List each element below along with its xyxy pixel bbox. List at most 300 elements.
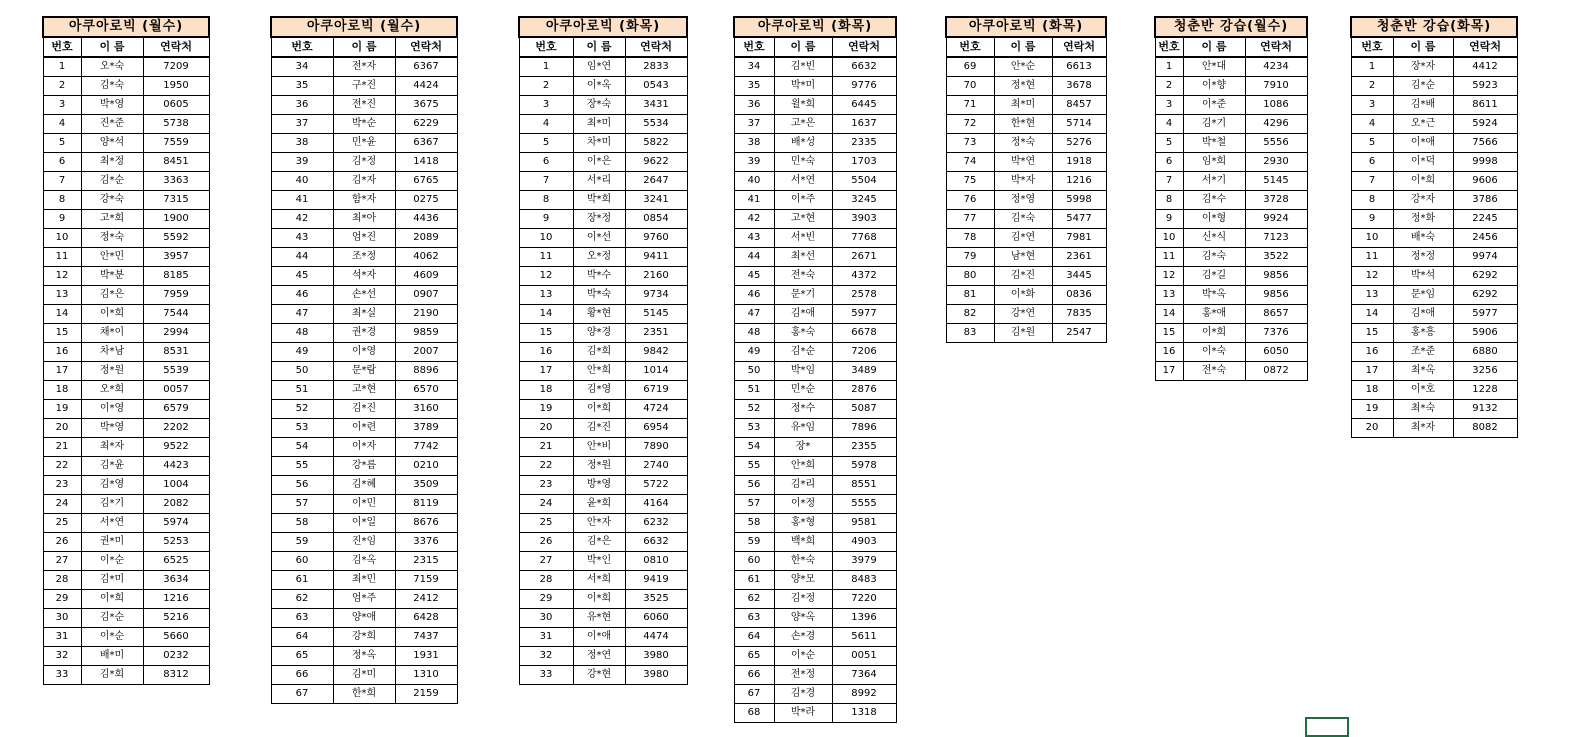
cell-phone[interactable]: 3241 xyxy=(625,191,687,210)
cell-phone[interactable]: 3980 xyxy=(625,666,687,685)
cell-name[interactable]: 박*옥 xyxy=(1183,286,1245,305)
cell-phone[interactable]: 4062 xyxy=(395,248,457,267)
cell-number[interactable]: 3 xyxy=(1155,96,1183,115)
header-name[interactable]: 이 름 xyxy=(994,37,1052,57)
cell-name[interactable]: 최*미 xyxy=(994,96,1052,115)
cell-phone[interactable]: 5216 xyxy=(143,609,209,628)
cell-number[interactable]: 3 xyxy=(43,96,81,115)
cell-number[interactable]: 35 xyxy=(734,77,774,96)
table-title[interactable]: 아쿠아로빅 (화목) xyxy=(946,17,1106,37)
cell-name[interactable]: 김*기 xyxy=(1183,115,1245,134)
cell-name[interactable]: 김*윤 xyxy=(81,457,143,476)
cell-name[interactable]: 이*숙 xyxy=(1183,343,1245,362)
cell-name[interactable]: 안*희 xyxy=(774,457,832,476)
cell-phone[interactable]: 8185 xyxy=(143,267,209,286)
cell-number[interactable]: 33 xyxy=(519,666,573,685)
cell-name[interactable]: 최*자 xyxy=(81,438,143,457)
cell-name[interactable]: 박*임 xyxy=(774,362,832,381)
cell-phone[interactable]: 5555 xyxy=(832,495,896,514)
cell-number[interactable]: 10 xyxy=(43,229,81,248)
cell-number[interactable]: 15 xyxy=(519,324,573,343)
header-number[interactable]: 번호 xyxy=(271,37,333,57)
cell-name[interactable]: 박*분 xyxy=(81,267,143,286)
cell-phone[interactable]: 1310 xyxy=(395,666,457,685)
cell-phone[interactable]: 4474 xyxy=(625,628,687,647)
cell-number[interactable]: 15 xyxy=(1155,324,1183,343)
cell-phone[interactable]: 2159 xyxy=(395,685,457,704)
cell-phone[interactable]: 5978 xyxy=(832,457,896,476)
cell-name[interactable]: 유*현 xyxy=(573,609,625,628)
header-phone[interactable]: 연락처 xyxy=(395,37,457,57)
cell-phone[interactable]: 4903 xyxy=(832,533,896,552)
cell-number[interactable]: 10 xyxy=(1155,229,1183,248)
cell-name[interactable]: 이*순 xyxy=(81,552,143,571)
cell-name[interactable]: 김*진 xyxy=(333,400,395,419)
cell-number[interactable]: 41 xyxy=(271,191,333,210)
cell-phone[interactable]: 0275 xyxy=(395,191,457,210)
header-name[interactable]: 이 름 xyxy=(774,37,832,57)
cell-phone[interactable]: 1950 xyxy=(143,77,209,96)
cell-name[interactable]: 양*석 xyxy=(81,134,143,153)
cell-number[interactable]: 58 xyxy=(271,514,333,533)
cell-number[interactable]: 36 xyxy=(271,96,333,115)
header-phone[interactable]: 연락처 xyxy=(1453,37,1517,57)
cell-phone[interactable]: 0836 xyxy=(1052,286,1106,305)
cell-number[interactable]: 55 xyxy=(271,457,333,476)
cell-name[interactable]: 박*미 xyxy=(774,77,832,96)
cell-phone[interactable]: 9411 xyxy=(625,248,687,267)
cell-name[interactable]: 이*순 xyxy=(774,647,832,666)
cell-number[interactable]: 77 xyxy=(946,210,994,229)
cell-phone[interactable]: 6880 xyxy=(1453,343,1517,362)
cell-phone[interactable]: 6232 xyxy=(625,514,687,533)
cell-phone[interactable]: 9998 xyxy=(1453,153,1517,172)
cell-name[interactable]: 김*영 xyxy=(573,381,625,400)
cell-number[interactable]: 38 xyxy=(734,134,774,153)
cell-number[interactable]: 21 xyxy=(519,438,573,457)
cell-name[interactable]: 박*라 xyxy=(774,704,832,723)
cell-name[interactable]: 최*민 xyxy=(333,571,395,590)
cell-name[interactable]: 방*영 xyxy=(573,476,625,495)
cell-name[interactable]: 박*인 xyxy=(573,552,625,571)
cell-name[interactable]: 양*경 xyxy=(573,324,625,343)
cell-name[interactable]: 김*혜 xyxy=(333,476,395,495)
cell-name[interactable]: 박*철 xyxy=(1183,134,1245,153)
cell-name[interactable]: 이*영 xyxy=(333,343,395,362)
cell-phone[interactable]: 7742 xyxy=(395,438,457,457)
header-phone[interactable]: 연락처 xyxy=(1245,37,1307,57)
cell-number[interactable]: 45 xyxy=(271,267,333,286)
cell-phone[interactable]: 4372 xyxy=(832,267,896,286)
cell-phone[interactable]: 3789 xyxy=(395,419,457,438)
cell-name[interactable]: 진*임 xyxy=(333,533,395,552)
cell-phone[interactable]: 5977 xyxy=(832,305,896,324)
cell-phone[interactable]: 7364 xyxy=(832,666,896,685)
cell-name[interactable]: 이*애 xyxy=(573,628,625,647)
header-name[interactable]: 이 름 xyxy=(333,37,395,57)
cell-number[interactable]: 1 xyxy=(1351,57,1393,77)
cell-number[interactable]: 33 xyxy=(43,666,81,685)
cell-phone[interactable]: 1216 xyxy=(143,590,209,609)
cell-name[interactable]: 한*숙 xyxy=(774,552,832,571)
cell-number[interactable]: 83 xyxy=(946,324,994,343)
cell-number[interactable]: 6 xyxy=(519,153,573,172)
cell-phone[interactable]: 6229 xyxy=(395,115,457,134)
cell-name[interactable]: 전*진 xyxy=(333,96,395,115)
cell-number[interactable]: 82 xyxy=(946,305,994,324)
cell-name[interactable]: 김*길 xyxy=(1183,267,1245,286)
cell-name[interactable]: 강*현 xyxy=(573,666,625,685)
cell-phone[interactable]: 6678 xyxy=(832,324,896,343)
cell-number[interactable]: 8 xyxy=(43,191,81,210)
cell-name[interactable]: 장* xyxy=(774,438,832,457)
cell-name[interactable]: 구*진 xyxy=(333,77,395,96)
cell-phone[interactable]: 7910 xyxy=(1245,77,1307,96)
cell-number[interactable]: 19 xyxy=(1351,400,1393,419)
cell-phone[interactable]: 7890 xyxy=(625,438,687,457)
cell-name[interactable]: 이*화 xyxy=(994,286,1052,305)
cell-phone[interactable]: 4296 xyxy=(1245,115,1307,134)
cell-phone[interactable]: 6367 xyxy=(395,57,457,77)
cell-number[interactable]: 24 xyxy=(519,495,573,514)
cell-number[interactable]: 49 xyxy=(271,343,333,362)
cell-number[interactable]: 3 xyxy=(519,96,573,115)
cell-name[interactable]: 최*아 xyxy=(333,210,395,229)
cell-number[interactable]: 18 xyxy=(1351,381,1393,400)
cell-number[interactable]: 14 xyxy=(519,305,573,324)
cell-phone[interactable]: 5534 xyxy=(625,115,687,134)
cell-phone[interactable]: 3525 xyxy=(625,590,687,609)
header-name[interactable]: 이 름 xyxy=(573,37,625,57)
cell-number[interactable]: 23 xyxy=(43,476,81,495)
cell-number[interactable]: 6 xyxy=(1351,153,1393,172)
cell-phone[interactable]: 9856 xyxy=(1245,267,1307,286)
cell-number[interactable]: 61 xyxy=(734,571,774,590)
cell-name[interactable]: 정*정 xyxy=(1393,248,1453,267)
cell-phone[interactable]: 3634 xyxy=(143,571,209,590)
cell-phone[interactable]: 5087 xyxy=(832,400,896,419)
cell-number[interactable]: 72 xyxy=(946,115,994,134)
cell-name[interactable]: 이*순 xyxy=(81,628,143,647)
cell-phone[interactable]: 9132 xyxy=(1453,400,1517,419)
cell-phone[interactable]: 3245 xyxy=(832,191,896,210)
cell-phone[interactable]: 6292 xyxy=(1453,267,1517,286)
cell-name[interactable]: 박*희 xyxy=(573,191,625,210)
cell-name[interactable]: 이*준 xyxy=(1183,96,1245,115)
cell-number[interactable]: 47 xyxy=(271,305,333,324)
cell-name[interactable]: 임*연 xyxy=(573,57,625,77)
cell-phone[interactable]: 6719 xyxy=(625,381,687,400)
cell-phone[interactable]: 7559 xyxy=(143,134,209,153)
cell-phone[interactable]: 2833 xyxy=(625,57,687,77)
cell-phone[interactable]: 7376 xyxy=(1245,324,1307,343)
cell-phone[interactable]: 2082 xyxy=(143,495,209,514)
cell-name[interactable]: 김*수 xyxy=(1183,191,1245,210)
cell-phone[interactable]: 7768 xyxy=(832,229,896,248)
cell-name[interactable]: 김*원 xyxy=(994,324,1052,343)
cell-phone[interactable]: 5611 xyxy=(832,628,896,647)
cell-name[interactable]: 이*형 xyxy=(1183,210,1245,229)
cell-name[interactable]: 배*성 xyxy=(774,134,832,153)
cell-name[interactable]: 김*경 xyxy=(774,685,832,704)
cell-number[interactable]: 79 xyxy=(946,248,994,267)
cell-number[interactable]: 10 xyxy=(519,229,573,248)
cell-number[interactable]: 17 xyxy=(519,362,573,381)
cell-phone[interactable]: 8119 xyxy=(395,495,457,514)
cell-number[interactable]: 38 xyxy=(271,134,333,153)
cell-name[interactable]: 강*숙 xyxy=(81,191,143,210)
cell-name[interactable]: 조*준 xyxy=(1393,343,1453,362)
cell-phone[interactable]: 0810 xyxy=(625,552,687,571)
cell-phone[interactable]: 5923 xyxy=(1453,77,1517,96)
cell-name[interactable]: 엄*진 xyxy=(333,229,395,248)
cell-name[interactable]: 정*영 xyxy=(994,191,1052,210)
cell-name[interactable]: 홍*흥 xyxy=(1393,324,1453,343)
cell-number[interactable]: 19 xyxy=(519,400,573,419)
cell-phone[interactable]: 1004 xyxy=(143,476,209,495)
cell-phone[interactable]: 8451 xyxy=(143,153,209,172)
cell-phone[interactable]: 2456 xyxy=(1453,229,1517,248)
cell-number[interactable]: 11 xyxy=(519,248,573,267)
cell-phone[interactable]: 5556 xyxy=(1245,134,1307,153)
cell-name[interactable]: 손*선 xyxy=(333,286,395,305)
cell-phone[interactable]: 0057 xyxy=(143,381,209,400)
cell-phone[interactable]: 6445 xyxy=(832,96,896,115)
cell-name[interactable]: 정*원 xyxy=(573,457,625,476)
cell-name[interactable]: 양*옥 xyxy=(774,609,832,628)
cell-number[interactable]: 17 xyxy=(43,362,81,381)
cell-name[interactable]: 한*현 xyxy=(994,115,1052,134)
cell-phone[interactable]: 4423 xyxy=(143,457,209,476)
cell-number[interactable]: 36 xyxy=(734,96,774,115)
header-number[interactable]: 번호 xyxy=(946,37,994,57)
cell-phone[interactable]: 2671 xyxy=(832,248,896,267)
cell-name[interactable]: 이*선 xyxy=(573,229,625,248)
cell-number[interactable]: 34 xyxy=(734,57,774,77)
cell-name[interactable]: 강*자 xyxy=(1393,191,1453,210)
cell-phone[interactable]: 3489 xyxy=(832,362,896,381)
cell-phone[interactable]: 3786 xyxy=(1453,191,1517,210)
cell-name[interactable]: 김*순 xyxy=(81,609,143,628)
cell-phone[interactable]: 2355 xyxy=(832,438,896,457)
cell-number[interactable]: 8 xyxy=(1155,191,1183,210)
cell-name[interactable]: 안*비 xyxy=(573,438,625,457)
cell-name[interactable]: 안*희 xyxy=(573,362,625,381)
cell-number[interactable]: 7 xyxy=(1351,172,1393,191)
cell-phone[interactable]: 8896 xyxy=(395,362,457,381)
cell-phone[interactable]: 7544 xyxy=(143,305,209,324)
cell-name[interactable]: 김*애 xyxy=(774,305,832,324)
cell-name[interactable]: 최*실 xyxy=(333,305,395,324)
cell-name[interactable]: 최*자 xyxy=(1393,419,1453,438)
header-name[interactable]: 이 름 xyxy=(1183,37,1245,57)
cell-number[interactable]: 14 xyxy=(1351,305,1393,324)
cell-number[interactable]: 7 xyxy=(1155,172,1183,191)
cell-number[interactable]: 13 xyxy=(1351,286,1393,305)
cell-phone[interactable]: 9856 xyxy=(1245,286,1307,305)
cell-number[interactable]: 9 xyxy=(1351,210,1393,229)
cell-number[interactable]: 13 xyxy=(43,286,81,305)
header-number[interactable]: 번호 xyxy=(1351,37,1393,57)
cell-name[interactable]: 정*옥 xyxy=(333,647,395,666)
cell-phone[interactable]: 2647 xyxy=(625,172,687,191)
cell-number[interactable]: 68 xyxy=(734,704,774,723)
cell-number[interactable]: 30 xyxy=(43,609,81,628)
cell-name[interactable]: 문*람 xyxy=(333,362,395,381)
cell-name[interactable]: 오*희 xyxy=(81,381,143,400)
cell-name[interactable]: 채*이 xyxy=(81,324,143,343)
cell-number[interactable]: 61 xyxy=(271,571,333,590)
cell-number[interactable]: 63 xyxy=(734,609,774,628)
cell-number[interactable]: 70 xyxy=(946,77,994,96)
cell-phone[interactable]: 2335 xyxy=(832,134,896,153)
cell-phone[interactable]: 5822 xyxy=(625,134,687,153)
cell-phone[interactable]: 3980 xyxy=(625,647,687,666)
cell-number[interactable]: 76 xyxy=(946,191,994,210)
cell-name[interactable]: 백*희 xyxy=(774,533,832,552)
cell-number[interactable]: 29 xyxy=(43,590,81,609)
cell-phone[interactable]: 2089 xyxy=(395,229,457,248)
cell-phone[interactable]: 2547 xyxy=(1052,324,1106,343)
cell-name[interactable]: 장*자 xyxy=(1393,57,1453,77)
cell-phone[interactable]: 8531 xyxy=(143,343,209,362)
cell-name[interactable]: 민*숙 xyxy=(774,153,832,172)
cell-name[interactable]: 홍*애 xyxy=(1183,305,1245,324)
cell-number[interactable]: 5 xyxy=(43,134,81,153)
cell-phone[interactable]: 0605 xyxy=(143,96,209,115)
cell-name[interactable]: 홍*숙 xyxy=(774,324,832,343)
cell-phone[interactable]: 2876 xyxy=(832,381,896,400)
cell-phone[interactable]: 6613 xyxy=(1052,57,1106,77)
cell-number[interactable]: 39 xyxy=(271,153,333,172)
cell-number[interactable]: 9 xyxy=(1155,210,1183,229)
cell-number[interactable]: 66 xyxy=(271,666,333,685)
cell-name[interactable]: 박*순 xyxy=(333,115,395,134)
cell-name[interactable]: 이*호 xyxy=(1393,381,1453,400)
cell-phone[interactable]: 9842 xyxy=(625,343,687,362)
cell-number[interactable]: 8 xyxy=(519,191,573,210)
cell-name[interactable]: 장*정 xyxy=(573,210,625,229)
cell-phone[interactable]: 7315 xyxy=(143,191,209,210)
cell-number[interactable]: 59 xyxy=(734,533,774,552)
cell-number[interactable]: 40 xyxy=(734,172,774,191)
cell-phone[interactable]: 9522 xyxy=(143,438,209,457)
table-title[interactable]: 아쿠아로빅 (월수) xyxy=(271,17,457,37)
cell-number[interactable]: 16 xyxy=(1155,343,1183,362)
cell-number[interactable]: 12 xyxy=(1351,267,1393,286)
header-number[interactable]: 번호 xyxy=(734,37,774,57)
cell-name[interactable]: 이*자 xyxy=(333,438,395,457)
cell-name[interactable]: 고*은 xyxy=(774,115,832,134)
cell-name[interactable]: 유*임 xyxy=(774,419,832,438)
cell-number[interactable]: 66 xyxy=(734,666,774,685)
cell-name[interactable]: 김*순 xyxy=(1393,77,1453,96)
cell-phone[interactable]: 1418 xyxy=(395,153,457,172)
cell-phone[interactable]: 4609 xyxy=(395,267,457,286)
cell-name[interactable]: 정*연 xyxy=(573,647,625,666)
cell-name[interactable]: 문*기 xyxy=(774,286,832,305)
cell-phone[interactable]: 2351 xyxy=(625,324,687,343)
cell-name[interactable]: 서*기 xyxy=(1183,172,1245,191)
cell-phone[interactable]: 1216 xyxy=(1052,172,1106,191)
cell-number[interactable]: 15 xyxy=(43,324,81,343)
cell-phone[interactable]: 4436 xyxy=(395,210,457,229)
table-title[interactable]: 아쿠아로빅 (화목) xyxy=(734,17,896,37)
cell-number[interactable]: 30 xyxy=(519,609,573,628)
cell-number[interactable]: 2 xyxy=(519,77,573,96)
cell-phone[interactable]: 9606 xyxy=(1453,172,1517,191)
cell-name[interactable]: 석*자 xyxy=(333,267,395,286)
cell-name[interactable]: 고*현 xyxy=(333,381,395,400)
cell-phone[interactable]: 7981 xyxy=(1052,229,1106,248)
cell-name[interactable]: 이*일 xyxy=(333,514,395,533)
cell-phone[interactable]: 5714 xyxy=(1052,115,1106,134)
header-phone[interactable]: 연락처 xyxy=(1052,37,1106,57)
cell-name[interactable]: 손*경 xyxy=(774,628,832,647)
cell-number[interactable]: 64 xyxy=(271,628,333,647)
cell-number[interactable]: 21 xyxy=(43,438,81,457)
header-name[interactable]: 이 름 xyxy=(1393,37,1453,57)
cell-number[interactable]: 65 xyxy=(734,647,774,666)
cell-phone[interactable]: 8312 xyxy=(143,666,209,685)
cell-phone[interactable]: 7437 xyxy=(395,628,457,647)
cell-number[interactable]: 80 xyxy=(946,267,994,286)
cell-name[interactable]: 배*숙 xyxy=(1393,229,1453,248)
cell-number[interactable]: 13 xyxy=(1155,286,1183,305)
cell-name[interactable]: 김*희 xyxy=(81,666,143,685)
table-title[interactable]: 아쿠아로빅 (월수) xyxy=(43,17,209,37)
cell-number[interactable]: 12 xyxy=(1155,267,1183,286)
cell-phone[interactable]: 7896 xyxy=(832,419,896,438)
cell-name[interactable]: 안*민 xyxy=(81,248,143,267)
cell-phone[interactable]: 5145 xyxy=(1245,172,1307,191)
cell-number[interactable]: 51 xyxy=(734,381,774,400)
cell-name[interactable]: 이*은 xyxy=(573,153,625,172)
cell-name[interactable]: 민*순 xyxy=(774,381,832,400)
cell-number[interactable]: 3 xyxy=(1351,96,1393,115)
cell-number[interactable]: 39 xyxy=(734,153,774,172)
cell-number[interactable]: 59 xyxy=(271,533,333,552)
cell-name[interactable]: 권*경 xyxy=(333,324,395,343)
cell-phone[interactable]: 8551 xyxy=(832,476,896,495)
cell-number[interactable]: 55 xyxy=(734,457,774,476)
cell-number[interactable]: 7 xyxy=(519,172,573,191)
cell-name[interactable]: 이*애 xyxy=(1393,134,1453,153)
cell-number[interactable]: 27 xyxy=(519,552,573,571)
cell-name[interactable]: 안*순 xyxy=(994,57,1052,77)
cell-name[interactable]: 김*순 xyxy=(81,172,143,191)
cell-phone[interactable]: 2930 xyxy=(1245,153,1307,172)
cell-number[interactable]: 25 xyxy=(519,514,573,533)
cell-name[interactable]: 전*정 xyxy=(774,666,832,685)
cell-name[interactable]: 김*기 xyxy=(81,495,143,514)
cell-number[interactable]: 18 xyxy=(519,381,573,400)
cell-phone[interactable]: 5660 xyxy=(143,628,209,647)
cell-name[interactable]: 한*희 xyxy=(333,685,395,704)
cell-number[interactable]: 50 xyxy=(734,362,774,381)
cell-phone[interactable]: 5477 xyxy=(1052,210,1106,229)
cell-number[interactable]: 56 xyxy=(271,476,333,495)
cell-number[interactable]: 14 xyxy=(1155,305,1183,324)
cell-number[interactable]: 5 xyxy=(519,134,573,153)
cell-number[interactable]: 9 xyxy=(519,210,573,229)
header-name[interactable]: 이 름 xyxy=(81,37,143,57)
cell-name[interactable]: 정*숙 xyxy=(81,229,143,248)
cell-number[interactable]: 57 xyxy=(734,495,774,514)
cell-number[interactable]: 10 xyxy=(1351,229,1393,248)
cell-phone[interactable]: 6954 xyxy=(625,419,687,438)
cell-phone[interactable]: 5998 xyxy=(1052,191,1106,210)
